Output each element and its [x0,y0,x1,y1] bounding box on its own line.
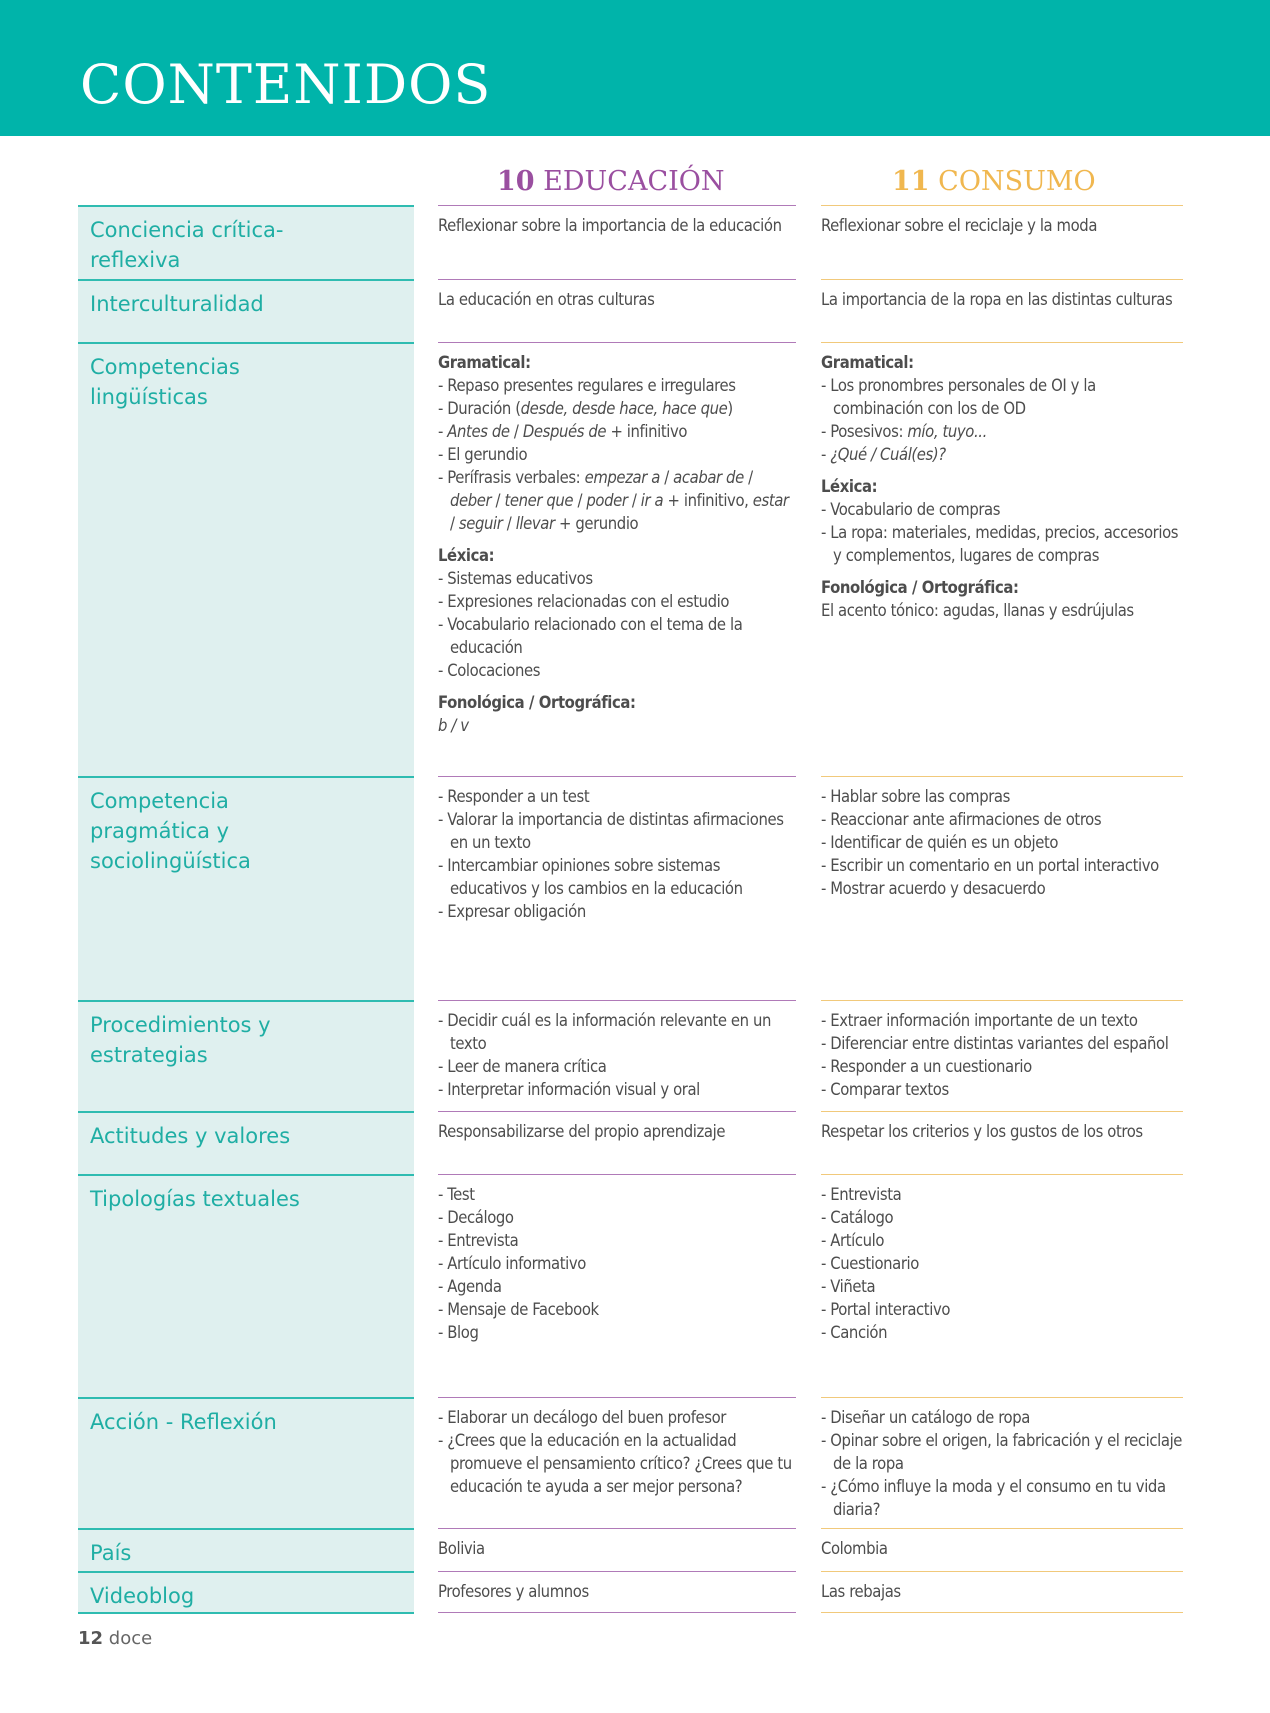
table-bottom-rule [78,1612,414,1614]
list-item: - Decidir cuál es la información relevante en un texto [438,1011,771,1053]
page-footer [78,1628,152,1649]
list-item: - Cuestionario [821,1254,919,1273]
list-item: - Antes de / Después de + infinitivo [438,422,688,441]
row-label-text: Videoblog [90,1584,195,1608]
row-label-text: Actitudes y valores [90,1124,291,1148]
unit-name: EDUCACIÓN [543,166,725,197]
list-item: - Repaso presentes regulares e irregulares [438,376,736,395]
list-item: - Responder a un test [438,787,590,806]
list-item: - Test [438,1185,475,1204]
page-word: doce [108,1628,153,1649]
cell-text: Respetar los criterios y los gustos de los otros [821,1122,1143,1141]
cell-educacion [438,1528,796,1560]
cell-educacion [438,342,796,737]
page-number: 12 [78,1628,104,1649]
unit-number: 10 [497,166,535,197]
cell-text: Bolivia [438,1539,485,1558]
list-item: - Entrevista [821,1185,902,1204]
list-item: - Opinar sobre el origen, la fabricación y el reciclaje de la ropa [821,1431,1183,1473]
cell-consumo [821,776,1183,900]
list-item: - ¿Crees que la educación en la actualidad promueve el pensamiento crítico? ¿Crees que tu educación te ayuda a ser mejor persona? [438,1431,792,1496]
row-label-text: Interculturalidad [90,292,264,316]
cell-consumo [821,1528,1183,1560]
cell-text: Colombia [821,1539,888,1558]
list-item: - Intercambiar opiniones sobre sistemas educativos y los cambios en la educación [438,856,743,898]
cell-text: Reflexionar sobre el reciclaje y la moda [821,216,1098,235]
row-label-text: Competencia pragmática y sociolingüística [90,789,251,873]
list-item: - Duración (desde, desde hace, hace que) [438,399,733,418]
cell-educacion [438,1571,796,1603]
list-item: - Colocaciones [438,661,541,680]
table-bottom-rule [438,1612,796,1613]
cell-educacion [438,1174,796,1344]
cell-educacion [438,1000,796,1101]
list-item: - Canción [821,1323,888,1342]
list-item: - Elaborar un decálogo del buen profesor [438,1408,726,1427]
cell-consumo [821,1571,1183,1603]
list-item: - Sistemas educativos [438,569,593,588]
section-heading: Gramatical: [438,353,531,372]
cell-text: La educación en otras culturas [438,290,655,309]
list-item: - Agenda [438,1277,502,1296]
list-item: - Los pronombres personales de OI y la combinación con los de OD [821,376,1096,418]
list-item: - Hablar sobre las compras [821,787,1010,806]
row-label-text: Acción - Reflexión [90,1410,277,1434]
list-item: - Expresar obligación [438,902,586,921]
cell-educacion [438,1111,796,1143]
list-item: - Escribir un comentario en un portal interactivo [821,856,1159,875]
unit-number: 11 [892,166,930,197]
cell-consumo [821,1397,1183,1521]
list-item: - Reaccionar ante afirmaciones de otros [821,810,1102,829]
row-label [78,1000,414,1070]
list-item: - Interpretar información visual y oral [438,1080,700,1099]
cell-text: La importancia de la ropa en las distintas culturas [821,290,1173,309]
cell-text: Las rebajas [821,1582,901,1601]
cell-educacion [438,279,796,311]
list-item: - Vocabulario de compras [821,500,1001,519]
cell-text: b / v [438,716,469,735]
row-label [78,1528,414,1568]
row-label [78,1174,414,1214]
cell-educacion [438,776,796,923]
list-item: - Mensaje de Facebook [438,1300,599,1319]
list-item: - Responder a un cuestionario [821,1057,1032,1076]
cell-consumo [821,1174,1183,1344]
list-item: - Artículo informativo [438,1254,586,1273]
list-item: - Blog [438,1323,479,1342]
list-item: - Decálogo [438,1208,514,1227]
list-item: - Identificar de quién es un objeto [821,833,1059,852]
list-item: - Viñeta [821,1277,876,1296]
list-item: - Diseñar un catálogo de ropa [821,1408,1030,1427]
row-label [78,342,414,412]
list-item: - ¿Qué / Cuál(es)? [821,445,946,464]
column-header-educacion [497,168,725,195]
list-item: - Entrevista [438,1231,519,1250]
list-item: - Artículo [821,1231,885,1250]
cell-text: El acento tónico: agudas, llanas y esdrújulas [821,601,1134,620]
row-label [78,1397,414,1437]
header-banner [0,0,1270,136]
row-label [78,205,414,275]
list-item: - Leer de manera crítica [438,1057,607,1076]
cell-consumo [821,1111,1183,1143]
cell-consumo [821,279,1183,311]
list-item: - Portal interactivo [821,1300,951,1319]
list-item: - Valorar la importancia de distintas afirmaciones en un texto [438,810,784,852]
section-heading: Fonológica / Ortográfica: [438,693,636,712]
row-label [78,279,414,319]
list-item: - Vocabulario relacionado con el tema de la educación [438,615,743,657]
list-item: - Perífrasis verbales: empezar a / acabar de / deber / tener que / poder / ir a + infinitivo, estar / seguir / llevar + gerundio [438,468,789,533]
unit-name: CONSUMO [938,166,1096,197]
row-label [78,1111,414,1151]
cell-text: Responsabilizarse del propio aprendizaje [438,1122,726,1141]
list-item: - Extraer información importante de un texto [821,1011,1138,1030]
list-item: - Catálogo [821,1208,894,1227]
table-bottom-rule [821,1612,1183,1613]
list-item: - ¿Cómo influye la moda y el consumo en tu vida diaria? [821,1477,1166,1519]
list-item: - Diferenciar entre distintas variantes del español [821,1034,1169,1053]
list-item: - Mostrar acuerdo y desacuerdo [821,879,1046,898]
page-title: CONTENIDOS [80,53,492,116]
section-heading: Gramatical: [821,353,914,372]
row-label [78,1571,414,1611]
list-item: - Posesivos: mío, tuyo... [821,422,987,441]
row-label-text: Conciencia crítica-reflexiva [90,218,284,272]
row-label-text: Procedimientos y estrategias [90,1013,271,1067]
cell-consumo [821,205,1183,237]
list-item: - Expresiones relacionadas con el estudio [438,592,730,611]
section-heading: Léxica: [821,477,878,496]
row-label-text: Tipologías textuales [90,1187,300,1211]
cell-consumo [821,342,1183,622]
cell-text: Reflexionar sobre la importancia de la educación [438,216,782,235]
cell-text: Profesores y alumnos [438,1582,589,1601]
list-item: - La ropa: materiales, medidas, precios, accesorios y complementos, lugares de compras [821,523,1179,565]
section-heading: Léxica: [438,546,495,565]
row-label [78,776,414,876]
cell-educacion [438,205,796,237]
section-heading: Fonológica / Ortográfica: [821,578,1019,597]
row-label-text: Competencias lingüísticas [90,355,240,409]
cell-educacion [438,1397,796,1498]
list-item: - Comparar textos [821,1080,949,1099]
list-item: - El gerundio [438,445,528,464]
cell-consumo [821,1000,1183,1101]
row-label-text: País [90,1541,132,1565]
column-header-consumo [892,168,1096,195]
